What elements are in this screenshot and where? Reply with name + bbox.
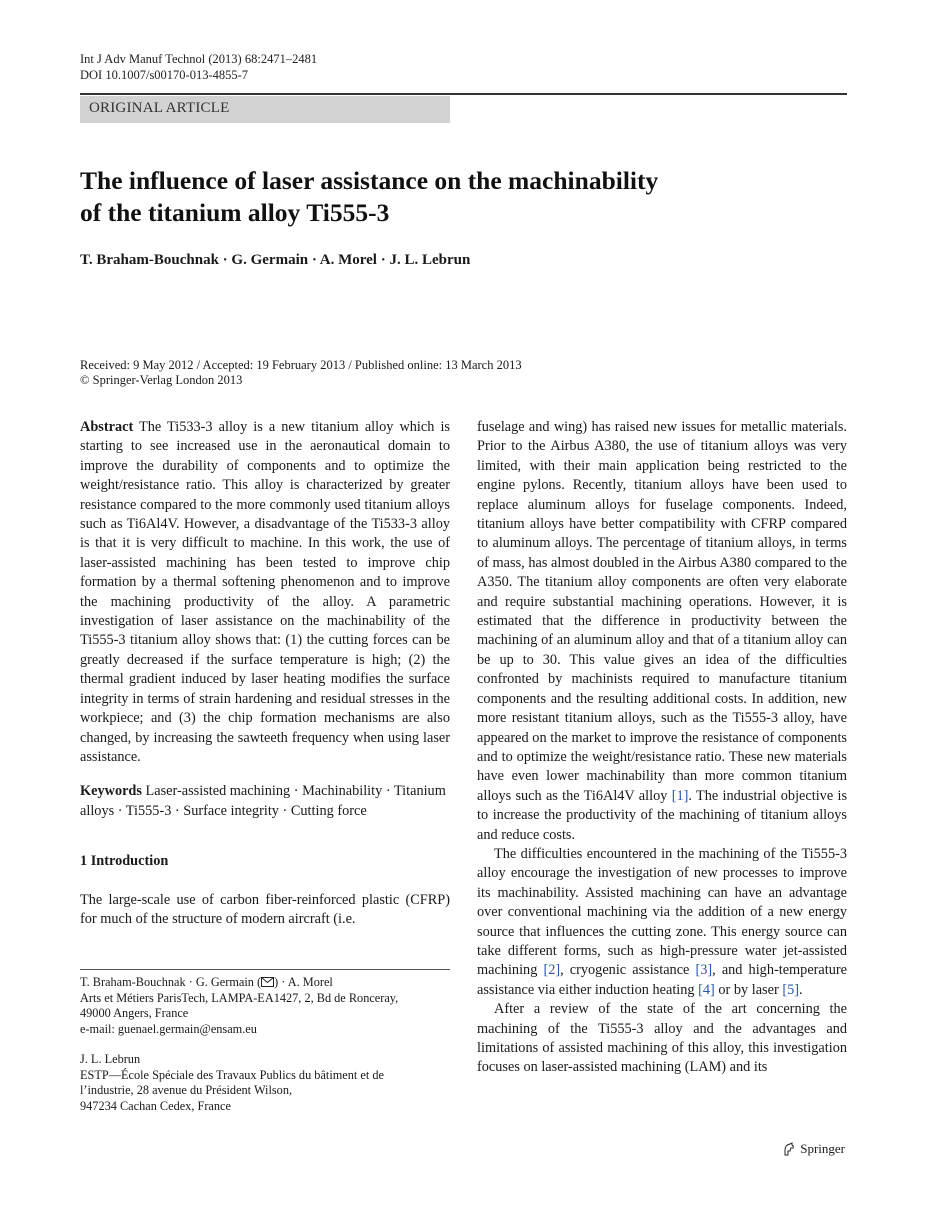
intro-p2-text-e: .: [798, 981, 803, 998]
intro-paragraph-1-continued: [477, 418, 847, 845]
affiliation-1-authors: [80, 975, 460, 991]
footnote-rule: [80, 969, 450, 970]
affiliation-2-address-line-3: 947234 Cachan Cedex, France: [80, 1098, 231, 1113]
intro-paragraph-3: After a review of the state of the art concerning the machining of the Ti555-3 alloy and the advantages and limitations of assisted machining of this alloy, this investigation focuses on laser-assisted machining (LAM) and its: [477, 1001, 847, 1076]
intro-p1-text-b: . The industrial objective is to increase the productivity of the machining of titanium alloys and reduce costs.: [477, 787, 848, 843]
affiliation-2-author: J. L. Lebrun: [80, 1052, 141, 1066]
citation-ref-1[interactable]: [1]: [671, 787, 689, 804]
abstract: [80, 418, 450, 767]
header-rule: [80, 93, 847, 95]
affiliation-1-authors-text-end: ) · A. Morel: [274, 975, 333, 989]
affiliation-2: [80, 1052, 460, 1114]
springer-horse-icon: [782, 1142, 796, 1156]
affiliation-1: [80, 975, 460, 1037]
doi: DOI 10.1007/s00170-013-4855-7: [80, 68, 249, 82]
left-column: [80, 418, 450, 929]
citation-ref-4[interactable]: [4]: [698, 981, 715, 998]
citation-ref-2[interactable]: [2]: [543, 962, 561, 979]
affiliation-1-address-line-1: Arts et Métiers ParisTech, LAMPA-EA1427, 2, Bd de Ronceray,: [80, 990, 399, 1005]
intro-paragraph-1: The large-scale use of carbon fiber-reinforced plastic (CFRP) for much of the structure of modern aircraft (i.e.: [80, 891, 450, 927]
abstract-label: Abstract: [80, 419, 134, 435]
title-line-1: The influence of laser assistance on the machinability: [80, 166, 659, 195]
corresponding-email[interactable]: e-mail: guenael.germain@ensam.eu: [80, 1021, 257, 1036]
paper-title: [80, 165, 780, 229]
article-type-banner: [80, 96, 450, 123]
keywords-label: Keywords: [80, 783, 142, 800]
copyright-notice: © Springer-Verlag London 2013: [80, 373, 243, 387]
affiliation-1-address-line-2: 49000 Angers, France: [80, 1006, 189, 1020]
affiliation-1-authors-text: T. Braham-Bouchnak · G. Germain (: [80, 975, 262, 989]
article-type-label: ORIGINAL ARTICLE: [89, 100, 230, 116]
keywords: [80, 782, 450, 821]
author-list: T. Braham-Bouchnak · G. Germain · A. Morel · J. L. Lebrun: [80, 252, 471, 268]
publisher-name: Springer: [800, 1141, 845, 1156]
intro-p1-text-a: fuselage and wing) has raised new issues for metallic materials. Prior to the Airbus A380, the use of titanium alloys was very limited, with their main application being restricted to the engine pylons. Recently, titanium alloys have been used to replace aluminum alloys for fuselage components. Indeed, titanium alloys have better compatibility with CFRP compared to aluminum alloys. The percentage of titanium alloys, in terms of mass, has almost doubled in the Airbus A380 compared to the A350. The titanium alloy components are often very elaborate and require substantial machining operations. However, it is estimated that the difference in productivity between the machining of an aluminum alloy and that of a titanium alloy can be up to 30. This value gives an idea of the difficulties confronted by machinists required to manufacture titanium components and the resulting additional costs. In addition, new more resistant titanium alloys, such as the Ti555-3 alloy, have appeared on the market to improve the resistance of components and to optimize the weight/resistance ratio. These new materials have even lower machinability than more common titanium alloys such as the Ti6Al4V alloy: [477, 419, 847, 804]
intro-p2-text-d: or by laser: [714, 981, 783, 998]
citation-ref-3[interactable]: [3]: [695, 962, 713, 979]
publication-dates: Received: 9 May 2012 / Accepted: 19 February 2013 / Published online: 13 March 2013: [80, 358, 522, 372]
affiliation-2-address-line-2: l’industrie, 28 avenue du Président Wilson,: [80, 1083, 293, 1097]
affiliation-2-address-line-1: ESTP—École Spéciale des Travaux Publics du bâtiment et de: [80, 1067, 384, 1082]
citation-ref-5[interactable]: [5]: [782, 981, 799, 998]
section-heading-introduction: 1 Introduction: [80, 853, 169, 870]
intro-paragraph-2: [477, 845, 847, 1000]
keywords-text: Laser-assisted machining · Machinability · Titanium alloys · Ti555-3 · Surface integrity · Cutting force: [80, 783, 446, 819]
publisher-logo: [782, 1141, 845, 1157]
intro-p2-text-a: The difficulties encountered in the machining of the Ti555-3 alloy encourage the investigation of new processes to improve its machinability. Assisted machining can have an advantage over conventional machining via the addition of a new energy source that influences the cutting zone. This energy source can take different forms, such as high-pressure water jet-assisted machining: [477, 845, 847, 979]
abstract-text: The Ti533-3 alloy is a new titanium alloy which is starting to see increased use in the aeronautical domain to improve the durability of components and to optimize the weight/resistance ratio. This alloy is characterized by greater resistance compared to the more commonly used titanium alloys such as Ti6Al4V. However, a disadvantage of the Ti533-3 alloy is that it is very difficult to machine. In this work, the use of laser-assisted machining has been tested to improve chip formation by a thermal softening phenomenon and to improve the machining productivity of the alloy. A parametric investigation of laser assistance on the machinability of the Ti555-3 titanium alloy shows that: (1) the cutting forces can be greatly decreased if the surface temperature is high; (2) the thermal gradient induced by laser heating modifies the surface integrity in terms of strain hardening and residual stresses in the workpiece; and (3) the chip formation mechanisms are also changed, by increasing the sawteeth frequency when using laser assistance.: [80, 419, 450, 765]
envelope-icon: [261, 977, 274, 987]
journal-citation: Int J Adv Manuf Technol (2013) 68:2471–2481: [80, 52, 318, 66]
intro-p2-text-b: , cryogenic assistance: [560, 962, 696, 979]
title-line-2: of the titanium alloy Ti555-3: [80, 198, 390, 227]
intro-p2-text-c: , and high-temperature assistance via either induction heating: [477, 962, 847, 998]
right-column: [477, 418, 847, 1078]
